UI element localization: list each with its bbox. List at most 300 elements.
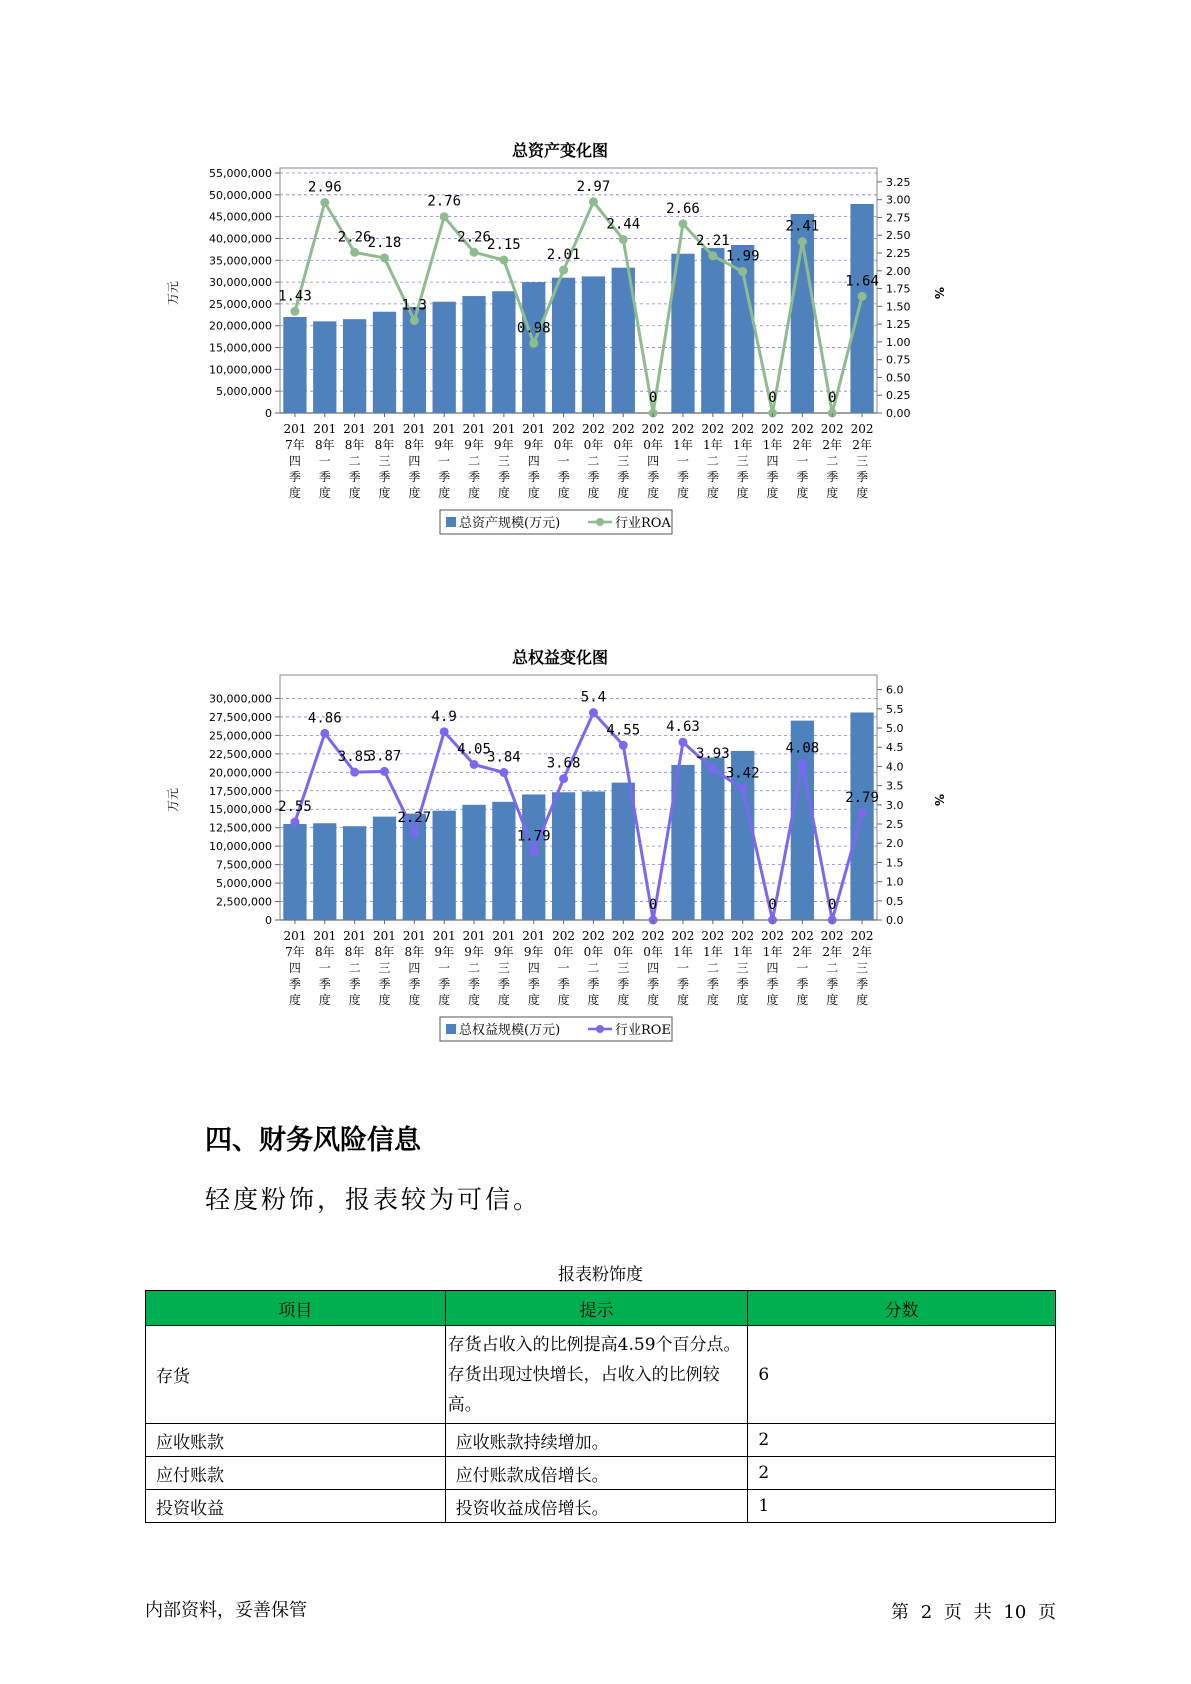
x-tick-label-line: 度 bbox=[796, 486, 809, 500]
x-tick-label-line: 9年 bbox=[523, 945, 544, 959]
x-tick-label-line: 9年 bbox=[434, 438, 454, 452]
right-tick-label: 3.00 bbox=[886, 193, 911, 207]
x-tick-label-line: 度 bbox=[587, 993, 600, 1007]
x-tick-label-line: 0年 bbox=[613, 438, 634, 452]
data-label: 3.85 bbox=[337, 749, 372, 766]
right-tick-label: 2.75 bbox=[886, 211, 911, 225]
x-tick-label-line: 1年 bbox=[673, 438, 693, 452]
x-tick-label-line: 四 bbox=[288, 454, 301, 468]
line-point bbox=[440, 727, 449, 736]
line-point bbox=[499, 768, 508, 777]
line-point bbox=[678, 738, 687, 747]
x-tick-label-line: 四 bbox=[527, 454, 540, 468]
right-tick-label: 4.0 bbox=[886, 760, 904, 774]
line-point bbox=[320, 729, 329, 738]
left-tick-label: 15,000,000 bbox=[209, 341, 272, 355]
x-tick-label-line: 1年 bbox=[673, 945, 693, 959]
x-tick-label-line: 季 bbox=[826, 470, 839, 484]
left-tick-label: 35,000,000 bbox=[209, 254, 272, 268]
bar bbox=[582, 792, 605, 920]
line-point bbox=[380, 253, 389, 262]
x-tick-label-line: 202 bbox=[731, 422, 755, 436]
x-tick-label-line: 202 bbox=[850, 929, 874, 943]
right-tick-label: 0.00 bbox=[886, 407, 911, 420]
data-label: 1.3 bbox=[401, 297, 427, 314]
x-tick-label-line: 二 bbox=[587, 961, 600, 975]
data-label: 2.01 bbox=[546, 247, 581, 264]
x-tick-label-line: 季 bbox=[587, 977, 600, 991]
legend-line-label: 行业ROA bbox=[615, 516, 671, 531]
x-tick-label-line: 三 bbox=[736, 961, 749, 975]
x-tick-label-line: 四 bbox=[408, 961, 421, 975]
bar bbox=[313, 321, 336, 413]
left-tick-label: 10,000,000 bbox=[209, 840, 272, 854]
x-tick-label bbox=[313, 422, 336, 500]
right-tick-label: 6.0 bbox=[886, 683, 904, 697]
x-tick-label bbox=[642, 422, 665, 500]
x-tick-label bbox=[433, 422, 456, 500]
row-score: 2 bbox=[748, 1457, 1056, 1490]
x-tick-label bbox=[701, 422, 724, 500]
right-tick-label: 1.00 bbox=[886, 335, 911, 349]
x-tick-label-line: 季 bbox=[288, 470, 301, 484]
table-header-row bbox=[146, 1291, 1056, 1326]
bar bbox=[552, 278, 575, 413]
x-tick-label-line: 一 bbox=[557, 454, 570, 468]
x-tick-label-line: 202 bbox=[641, 422, 665, 436]
x-tick-label-line: 四 bbox=[527, 961, 540, 975]
x-tick-label-line: 四 bbox=[647, 961, 660, 975]
right-tick-label: 1.75 bbox=[886, 282, 911, 296]
x-tick-label-line: 8年 bbox=[314, 945, 335, 959]
x-tick-label bbox=[851, 929, 874, 1007]
chart-title: 总资产变化图 bbox=[511, 141, 609, 160]
x-tick-label-line: 度 bbox=[826, 993, 839, 1007]
x-tick-label-line: 度 bbox=[706, 486, 719, 500]
x-tick-label-line: 度 bbox=[288, 486, 301, 500]
x-tick-label-line: 7年 bbox=[285, 438, 305, 452]
legend-bar-swatch bbox=[446, 1024, 456, 1034]
row-hint: 存货占收入的比例提高4.59个百分点。存货出现过快增长，占收入的比例较高。 bbox=[445, 1326, 748, 1424]
x-tick-label-line: 三 bbox=[736, 454, 749, 468]
bar bbox=[701, 758, 724, 920]
x-tick-label-line: 季 bbox=[676, 977, 689, 991]
x-tick-label-line: 季 bbox=[766, 470, 779, 484]
row-item: 应收账款 bbox=[146, 1424, 446, 1457]
x-tick-label-line: 9年 bbox=[434, 945, 454, 959]
bar bbox=[283, 317, 306, 413]
x-tick-label-line: 三 bbox=[497, 961, 510, 975]
bar bbox=[612, 783, 635, 920]
right-tick-label: 2.00 bbox=[886, 264, 911, 278]
line-point bbox=[470, 248, 479, 257]
whitewash-table bbox=[145, 1290, 1056, 1523]
x-tick-label-line: 202 bbox=[790, 422, 814, 436]
x-tick-label-line: 202 bbox=[701, 929, 725, 943]
x-tick-label-line: 201 bbox=[343, 422, 367, 436]
data-label: 0 bbox=[768, 897, 777, 913]
x-tick-label-line: 8年 bbox=[374, 945, 395, 959]
left-tick-label: 10,000,000 bbox=[209, 363, 272, 377]
x-tick-label-line: 201 bbox=[313, 422, 337, 436]
x-tick-label-line: 二 bbox=[468, 454, 481, 468]
data-label: 2.26 bbox=[457, 229, 491, 246]
x-tick-label-line: 季 bbox=[856, 977, 869, 991]
x-tick-label-line: 度 bbox=[438, 993, 451, 1007]
left-tick-label: 40,000,000 bbox=[209, 232, 272, 246]
x-tick-label-line: 9年 bbox=[494, 945, 514, 959]
line-point bbox=[858, 808, 867, 817]
x-tick-label-line: 度 bbox=[647, 993, 660, 1007]
row-score: 2 bbox=[748, 1424, 1056, 1457]
data-label: 2.27 bbox=[397, 809, 432, 826]
x-tick-label-line: 一 bbox=[676, 454, 689, 468]
bar bbox=[433, 302, 456, 413]
x-tick-label-line: 季 bbox=[856, 470, 869, 484]
x-tick-label-line: 度 bbox=[676, 993, 689, 1007]
left-tick-label: 30,000,000 bbox=[209, 692, 272, 706]
bar bbox=[373, 817, 396, 920]
x-tick-label bbox=[373, 422, 396, 500]
x-tick-label bbox=[731, 422, 754, 500]
data-label: 4.08 bbox=[785, 740, 820, 757]
legend-line-marker bbox=[596, 1025, 604, 1033]
right-tick-label: 0.25 bbox=[886, 389, 911, 403]
x-tick-label bbox=[791, 422, 814, 500]
right-tick-label: 1.0 bbox=[886, 875, 904, 889]
bar bbox=[373, 312, 396, 413]
header-score: 分数 bbox=[748, 1291, 1056, 1326]
x-tick-label bbox=[463, 422, 486, 500]
bar bbox=[462, 296, 485, 413]
right-tick-label: 2.5 bbox=[886, 818, 904, 831]
left-tick-label: 7,500,000 bbox=[216, 858, 272, 872]
x-tick-label-line: 季 bbox=[557, 470, 570, 484]
x-tick-label-line: 202 bbox=[761, 929, 784, 943]
line-point bbox=[499, 256, 508, 265]
x-tick-label-line: 度 bbox=[497, 486, 510, 500]
x-tick-label-line: 度 bbox=[647, 486, 660, 500]
line-point bbox=[410, 316, 419, 325]
x-tick-label-line: 度 bbox=[826, 486, 839, 500]
x-tick-label-line: 201 bbox=[522, 422, 546, 436]
x-tick-label bbox=[642, 929, 665, 1007]
x-tick-label-line: 2年 bbox=[822, 945, 843, 959]
left-tick-label: 55,000,000 bbox=[209, 167, 272, 180]
x-tick-label-line: 度 bbox=[766, 993, 779, 1007]
x-tick-label-line: 2年 bbox=[792, 945, 813, 959]
x-tick-label-line: 季 bbox=[796, 977, 809, 991]
x-tick-label-line: 季 bbox=[796, 470, 809, 484]
left-tick-label: 27,500,000 bbox=[209, 710, 272, 724]
data-label: 2.21 bbox=[695, 232, 730, 249]
legend-bar-swatch bbox=[446, 517, 456, 527]
table-row bbox=[146, 1424, 1056, 1457]
x-tick-label bbox=[522, 929, 545, 1007]
bar bbox=[552, 792, 575, 920]
data-label: 2.41 bbox=[785, 218, 820, 235]
line-point bbox=[440, 212, 449, 221]
x-tick-label-line: 201 bbox=[283, 929, 307, 943]
x-tick-label bbox=[821, 929, 844, 1007]
table-row bbox=[146, 1457, 1056, 1490]
line-point bbox=[529, 847, 538, 856]
x-tick-label-line: 1年 bbox=[732, 945, 753, 959]
x-tick-label-line: 度 bbox=[856, 486, 869, 500]
x-tick-label-line: 季 bbox=[527, 470, 540, 484]
right-tick-label: 2.0 bbox=[886, 837, 904, 851]
x-tick-label-line: 四 bbox=[408, 454, 421, 468]
x-tick-label-line: 一 bbox=[676, 961, 689, 975]
x-tick-label-line: 0年 bbox=[643, 945, 663, 959]
row-hint: 应收账款持续增加。 bbox=[445, 1424, 748, 1457]
x-tick-label-line: 2年 bbox=[792, 438, 813, 452]
x-tick-label-line: 季 bbox=[348, 977, 361, 991]
line-point bbox=[350, 768, 359, 777]
left-tick-label: 25,000,000 bbox=[209, 729, 272, 743]
row-item: 投资收益 bbox=[146, 1490, 446, 1523]
x-tick-label bbox=[582, 929, 605, 1007]
x-tick-label-line: 三 bbox=[378, 961, 391, 975]
bar bbox=[582, 276, 605, 413]
line-point bbox=[350, 248, 359, 257]
x-tick-label-line: 二 bbox=[826, 454, 839, 468]
left-tick-label: 5,000,000 bbox=[216, 877, 272, 891]
row-hint: 应付账款成倍增长。 bbox=[445, 1457, 748, 1490]
bar bbox=[492, 802, 515, 920]
x-tick-label-line: 四 bbox=[288, 961, 301, 975]
footer-confidential: 内部资料，妥善保管 bbox=[145, 1600, 307, 1621]
bar bbox=[850, 204, 873, 413]
x-tick-label-line: 202 bbox=[641, 929, 665, 943]
left-axis-label: 万元 bbox=[166, 280, 180, 306]
x-tick-label-line: 度 bbox=[617, 486, 630, 500]
table-row bbox=[146, 1326, 1056, 1424]
x-tick-label-line: 二 bbox=[348, 961, 361, 975]
line-point bbox=[708, 765, 717, 774]
x-tick-label-line: 度 bbox=[766, 486, 779, 500]
x-tick-label-line: 二 bbox=[706, 454, 719, 468]
x-tick-label-line: 0年 bbox=[553, 945, 574, 959]
line-point bbox=[589, 708, 598, 717]
x-tick-label bbox=[463, 929, 486, 1007]
x-tick-label-line: 四 bbox=[766, 454, 779, 468]
data-label: 3.42 bbox=[725, 765, 760, 782]
data-label: 4.55 bbox=[606, 722, 641, 739]
x-tick-label-line: 1年 bbox=[762, 438, 783, 452]
line-point bbox=[619, 741, 628, 750]
left-tick-label: 0 bbox=[265, 914, 272, 927]
data-label: 2.79 bbox=[845, 789, 879, 806]
x-tick-label bbox=[612, 929, 635, 1007]
row-score: 1 bbox=[748, 1490, 1056, 1523]
line-point bbox=[320, 198, 329, 207]
x-tick-label bbox=[582, 422, 605, 500]
x-tick-label-line: 9年 bbox=[464, 945, 484, 959]
line-point bbox=[290, 818, 299, 827]
x-tick-label-line: 季 bbox=[378, 977, 391, 991]
left-tick-label: 12,500,000 bbox=[209, 821, 272, 835]
right-tick-label: 5.0 bbox=[886, 722, 904, 735]
x-tick-label-line: 9年 bbox=[464, 438, 484, 452]
x-tick-label bbox=[492, 422, 515, 500]
right-tick-label: 0.75 bbox=[886, 353, 911, 367]
bar bbox=[433, 811, 456, 920]
x-tick-label bbox=[373, 929, 396, 1007]
data-label: 2.18 bbox=[367, 234, 402, 251]
right-tick-label: 1.50 bbox=[886, 300, 911, 314]
x-tick-label-line: 三 bbox=[497, 454, 510, 468]
x-tick-label-line: 度 bbox=[497, 993, 510, 1007]
plot-frame bbox=[280, 168, 877, 413]
right-tick-label: 0.50 bbox=[886, 371, 911, 385]
x-tick-label-line: 季 bbox=[408, 470, 421, 484]
x-tick-label-line: 一 bbox=[557, 961, 570, 975]
x-tick-label-line: 季 bbox=[497, 470, 510, 484]
x-tick-label-line: 201 bbox=[492, 422, 516, 436]
x-tick-label-line: 202 bbox=[581, 929, 605, 943]
legend-bar-label: 总权益规模(万元) bbox=[459, 1023, 561, 1038]
x-tick-label-line: 度 bbox=[408, 993, 421, 1007]
x-tick-label-line: 一 bbox=[318, 961, 331, 975]
row-item: 存货 bbox=[146, 1326, 446, 1424]
x-tick-label-line: 202 bbox=[671, 929, 695, 943]
line-point bbox=[738, 267, 747, 276]
x-tick-label bbox=[283, 929, 306, 1007]
x-tick-label-line: 二 bbox=[468, 961, 481, 975]
x-tick-label-line: 二 bbox=[706, 961, 719, 975]
x-tick-label-line: 季 bbox=[736, 977, 749, 991]
x-tick-label-line: 0年 bbox=[643, 438, 663, 452]
data-label: 0 bbox=[648, 390, 658, 406]
x-tick-label bbox=[731, 929, 754, 1007]
bar bbox=[313, 823, 336, 920]
x-tick-label bbox=[343, 929, 366, 1007]
x-tick-label-line: 度 bbox=[318, 486, 331, 500]
data-label: 3.68 bbox=[546, 755, 581, 772]
x-tick-label bbox=[552, 929, 575, 1007]
x-tick-label-line: 季 bbox=[408, 977, 421, 991]
total-assets-chart bbox=[150, 138, 970, 553]
data-label: 2.44 bbox=[606, 216, 641, 233]
right-tick-label: 3.5 bbox=[886, 779, 904, 793]
left-tick-label: 15,000,000 bbox=[209, 803, 272, 817]
x-tick-label-line: 8年 bbox=[344, 945, 365, 959]
x-tick-label-line: 201 bbox=[343, 929, 367, 943]
x-tick-label-line: 一 bbox=[796, 961, 809, 975]
data-label: 1.99 bbox=[725, 248, 760, 265]
x-tick-label-line: 季 bbox=[438, 977, 451, 991]
right-tick-label: 5.5 bbox=[886, 702, 904, 716]
line-point bbox=[559, 266, 568, 275]
x-tick-label-line: 度 bbox=[438, 486, 451, 500]
data-label: 0 bbox=[648, 897, 658, 913]
x-tick-label-line: 201 bbox=[522, 929, 546, 943]
x-tick-label bbox=[672, 929, 695, 1007]
x-tick-label-line: 季 bbox=[617, 470, 630, 484]
left-tick-label: 20,000,000 bbox=[209, 766, 272, 780]
x-tick-label-line: 三 bbox=[617, 961, 630, 975]
x-tick-label-line: 201 bbox=[462, 929, 486, 943]
left-tick-label: 25,000,000 bbox=[209, 297, 272, 311]
data-label: 4.05 bbox=[457, 741, 491, 758]
x-tick-label-line: 2年 bbox=[852, 438, 872, 452]
x-tick-label-line: 度 bbox=[378, 486, 391, 500]
x-tick-label-line: 202 bbox=[701, 422, 725, 436]
x-tick-label-line: 202 bbox=[671, 422, 695, 436]
x-tick-label-line: 1年 bbox=[703, 438, 723, 452]
bar bbox=[492, 291, 515, 413]
x-tick-label-line: 三 bbox=[378, 454, 391, 468]
right-tick-label: 1.25 bbox=[886, 318, 911, 332]
header-item: 项目 bbox=[146, 1291, 446, 1326]
x-tick-label-line: 202 bbox=[611, 422, 635, 436]
left-tick-label: 30,000,000 bbox=[209, 276, 272, 290]
x-tick-label-line: 度 bbox=[557, 486, 570, 500]
x-tick-label-line: 季 bbox=[826, 977, 839, 991]
x-tick-label-line: 度 bbox=[318, 993, 331, 1007]
x-tick-label bbox=[761, 422, 784, 500]
x-tick-label bbox=[403, 929, 426, 1007]
total-equity-chart-svg bbox=[150, 645, 970, 1060]
bar bbox=[522, 794, 545, 920]
x-tick-label-line: 201 bbox=[283, 422, 307, 436]
line-point bbox=[410, 828, 419, 837]
x-tick-label-line: 度 bbox=[796, 993, 809, 1007]
right-tick-label: 4.5 bbox=[886, 741, 904, 755]
x-tick-label-line: 0年 bbox=[553, 438, 574, 452]
data-label: 5.4 bbox=[580, 689, 607, 706]
legend-bar-label: 总资产规模(万元) bbox=[459, 516, 561, 531]
x-tick-label-line: 度 bbox=[378, 993, 391, 1007]
x-tick-label-line: 四 bbox=[766, 961, 779, 975]
x-tick-label-line: 季 bbox=[438, 470, 451, 484]
left-tick-label: 2,500,000 bbox=[216, 895, 272, 909]
left-tick-label: 22,500,000 bbox=[209, 747, 272, 761]
right-axis-label: % bbox=[932, 793, 946, 807]
x-tick-label-line: 201 bbox=[402, 422, 426, 436]
right-tick-label: 3.25 bbox=[886, 175, 911, 189]
x-tick-label-line: 度 bbox=[676, 486, 689, 500]
line-point bbox=[708, 251, 717, 260]
total-equity-chart bbox=[150, 645, 970, 1060]
data-label: 3.87 bbox=[367, 748, 402, 765]
data-label: 4.86 bbox=[307, 710, 342, 727]
x-tick-label-line: 季 bbox=[378, 470, 391, 484]
x-tick-label-line: 202 bbox=[552, 929, 576, 943]
x-tick-label-line: 季 bbox=[766, 977, 779, 991]
x-tick-label-line: 1年 bbox=[703, 945, 723, 959]
x-tick-label bbox=[701, 929, 724, 1007]
data-label: 2.96 bbox=[307, 179, 342, 196]
x-tick-label-line: 季 bbox=[557, 977, 570, 991]
line-point bbox=[738, 784, 747, 793]
section-heading: 四、财务风险信息 bbox=[205, 1125, 421, 1156]
x-tick-label-line: 季 bbox=[348, 470, 361, 484]
x-tick-label bbox=[492, 929, 515, 1007]
line-point bbox=[559, 774, 568, 783]
x-tick-label-line: 一 bbox=[438, 961, 451, 975]
x-tick-label-line: 季 bbox=[706, 470, 719, 484]
data-label: 1.43 bbox=[278, 288, 312, 305]
x-tick-label-line: 度 bbox=[348, 486, 361, 500]
x-tick-label-line: 度 bbox=[348, 993, 361, 1007]
x-tick-label-line: 三 bbox=[856, 454, 869, 468]
x-tick-label-line: 度 bbox=[706, 993, 719, 1007]
data-label: 0 bbox=[828, 390, 837, 406]
x-tick-label-line: 7年 bbox=[285, 945, 305, 959]
data-label: 4.9 bbox=[431, 708, 457, 725]
